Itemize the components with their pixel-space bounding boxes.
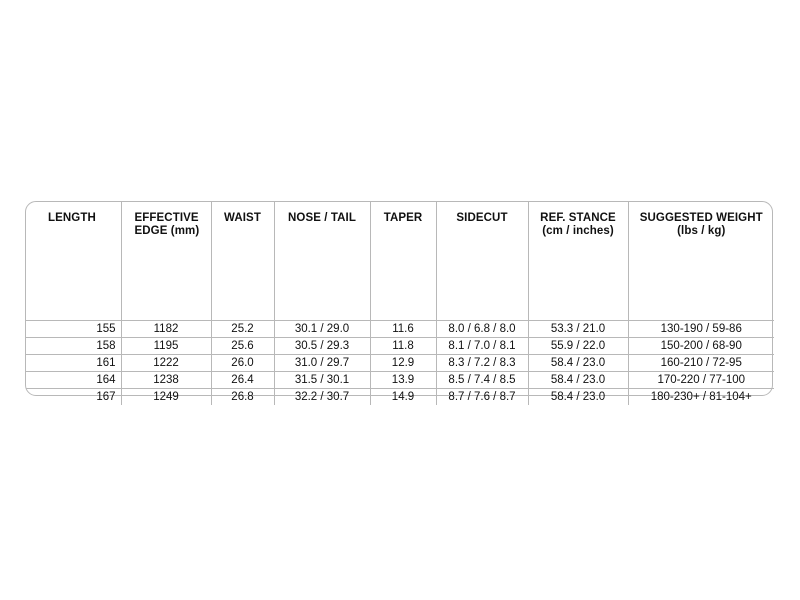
cell-suggested-weight: 180-230+ / 81-104+	[628, 389, 774, 406]
cell-length: 161	[26, 355, 121, 372]
header-effective-edge	[121, 202, 211, 321]
header-ref-stance-line2: (cm / inches)	[542, 225, 614, 237]
cell-nose-tail: 30.1 / 29.0	[274, 321, 370, 338]
cell-nose-tail: 31.0 / 29.7	[274, 355, 370, 372]
spec-table-card	[25, 201, 773, 403]
cell-taper: 11.6	[370, 321, 436, 338]
header-length-text: LENGTH	[48, 212, 96, 224]
cell-ref-stance: 55.9 / 22.0	[528, 338, 628, 355]
header-suggested-weight-line1: SUGGESTED WEIGHT	[639, 212, 763, 224]
header-ref-stance-line1: REF. STANCE	[540, 212, 616, 224]
cell-sidecut: 8.5 / 7.4 / 8.5	[436, 372, 528, 389]
table-row	[26, 338, 774, 355]
header-nose-tail	[274, 202, 370, 321]
header-suggested-weight-line2: (lbs / kg)	[677, 225, 726, 237]
cell-length: 167	[96, 391, 116, 403]
cell-suggested-weight: 170-220 / 77-100	[628, 372, 774, 389]
cell-ref-stance: 58.4 / 23.0	[528, 355, 628, 372]
cell-effective-edge: 1249	[121, 389, 211, 406]
cell-taper: 13.9	[370, 372, 436, 389]
cell-waist: 26.4	[211, 372, 274, 389]
cell-taper: 14.9	[370, 389, 436, 406]
cell-suggested-weight: 130-190 / 59-86	[628, 321, 774, 338]
table-row	[26, 389, 774, 406]
cell-effective-edge: 1222	[121, 355, 211, 372]
header-waist-text: WAIST	[224, 212, 261, 224]
cell-nose-tail: 31.5 / 30.1	[274, 372, 370, 389]
table-row	[26, 355, 774, 372]
header-taper	[370, 202, 436, 321]
cell-effective-edge: 1182	[121, 321, 211, 338]
cell-nose-tail: 30.5 / 29.3	[274, 338, 370, 355]
header-nose-tail-text: NOSE / TAIL	[288, 212, 356, 224]
header-ref-stance	[528, 202, 628, 321]
cell-waist: 26.8	[211, 389, 274, 406]
cell-sidecut: 8.3 / 7.2 / 8.3	[436, 355, 528, 372]
cell-ref-stance: 58.4 / 23.0	[528, 389, 628, 406]
cell-ref-stance: 58.4 / 23.0	[528, 372, 628, 389]
cell-nose-tail: 32.2 / 30.7	[274, 389, 370, 406]
header-effective-edge-line2: EDGE (mm)	[134, 225, 200, 237]
cell-sidecut: 8.0 / 6.8 / 8.0	[436, 321, 528, 338]
cell-waist: 25.2	[211, 321, 274, 338]
cell-length: 158	[26, 338, 121, 355]
header-sidecut	[436, 202, 528, 321]
cell-sidecut: 8.7 / 7.6 / 8.7	[436, 389, 528, 406]
header-taper-text: TAPER	[383, 212, 423, 224]
cell-suggested-weight: 150-200 / 68-90	[628, 338, 774, 355]
cell-waist: 25.6	[211, 338, 274, 355]
cell-taper: 11.8	[370, 338, 436, 355]
header-effective-edge-line1: EFFECTIVE	[134, 212, 199, 224]
header-length	[26, 202, 121, 321]
cell-length: 155	[26, 321, 121, 338]
cell-effective-edge: 1238	[121, 372, 211, 389]
cell-taper: 12.9	[370, 355, 436, 372]
header-suggested-weight	[628, 202, 774, 321]
cell-waist: 26.0	[211, 355, 274, 372]
cell-ref-stance: 53.3 / 21.0	[528, 321, 628, 338]
table-row	[26, 321, 774, 338]
spec-table	[26, 202, 774, 405]
cell-sidecut: 8.1 / 7.0 / 8.1	[436, 338, 528, 355]
header-waist	[211, 202, 274, 321]
cell-suggested-weight: 160-210 / 72-95	[628, 355, 774, 372]
header-sidecut-text: SIDECUT	[456, 212, 508, 224]
cell-length: 164	[26, 372, 121, 389]
table-row	[26, 372, 774, 389]
cell-effective-edge: 1195	[121, 338, 211, 355]
header-row	[26, 202, 774, 321]
